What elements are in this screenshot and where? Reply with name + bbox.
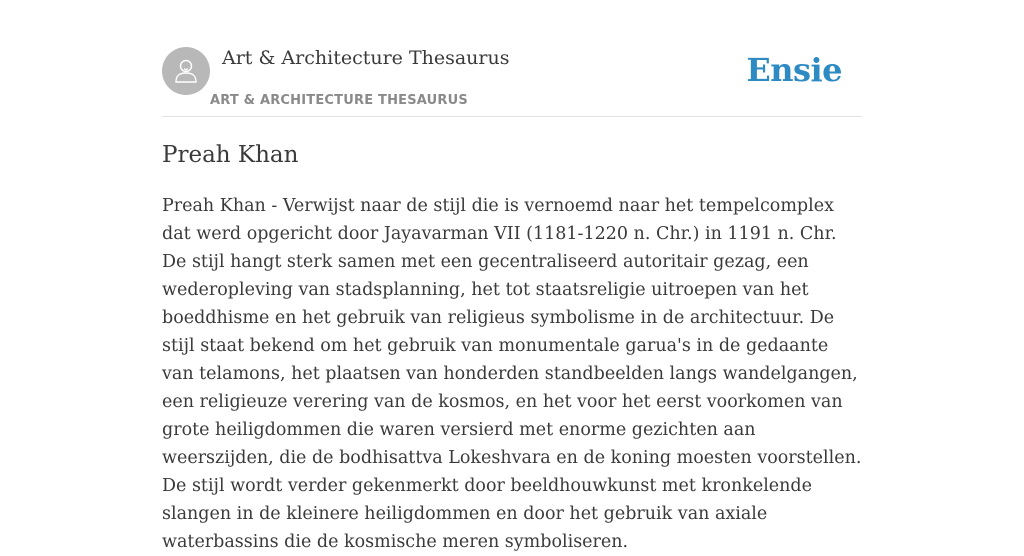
author-subtitle-link[interactable]: ART & ARCHITECTURE THESAURUS (210, 93, 468, 108)
user-icon (171, 56, 201, 86)
header (162, 0, 862, 117)
definition-text: Preah Khan - Verwijst naar de stijl die is vernoemd naar het tempelcomplex dat werd opgericht door Jayavarman VII (1181-1220 n. Chr.) in 1191 n. Chr. De stijl hangt sterk samen met een gecentraliseerd autoritair gezag, een wederopleving van stadsplanning, het tot staatsreligie uitroepen van het boeddhisme en het gebruik van religieus symbolisme in de architectuur. De stijl staat bekend om het gebruik van monumentale garua's in de gedaante van telamons, het plaatsen van honderden standbeelden langs wandelgangen, een religieuze verering van de kosmos, en het voor het eerst voorkomen van grote heiligdommen die waren versierd met enorme gezichten aan weerszijden, die de bodhisattva Lokeshvara en de koning moesten voorstellen. De stijl wordt verder gekenmerkt door beeldhouwkunst met kronkelende slangen in de kleinere heiligdommen en door het gebruik van axiale waterbassins die de kosmische meren symboliseren. (162, 196, 862, 552)
page-title: Preah Khan (162, 142, 299, 168)
author-name-link[interactable]: Art & Architecture Thesaurus (222, 47, 510, 69)
author-avatar[interactable] (162, 47, 210, 95)
brand-logo[interactable]: Ensie (746, 51, 842, 89)
